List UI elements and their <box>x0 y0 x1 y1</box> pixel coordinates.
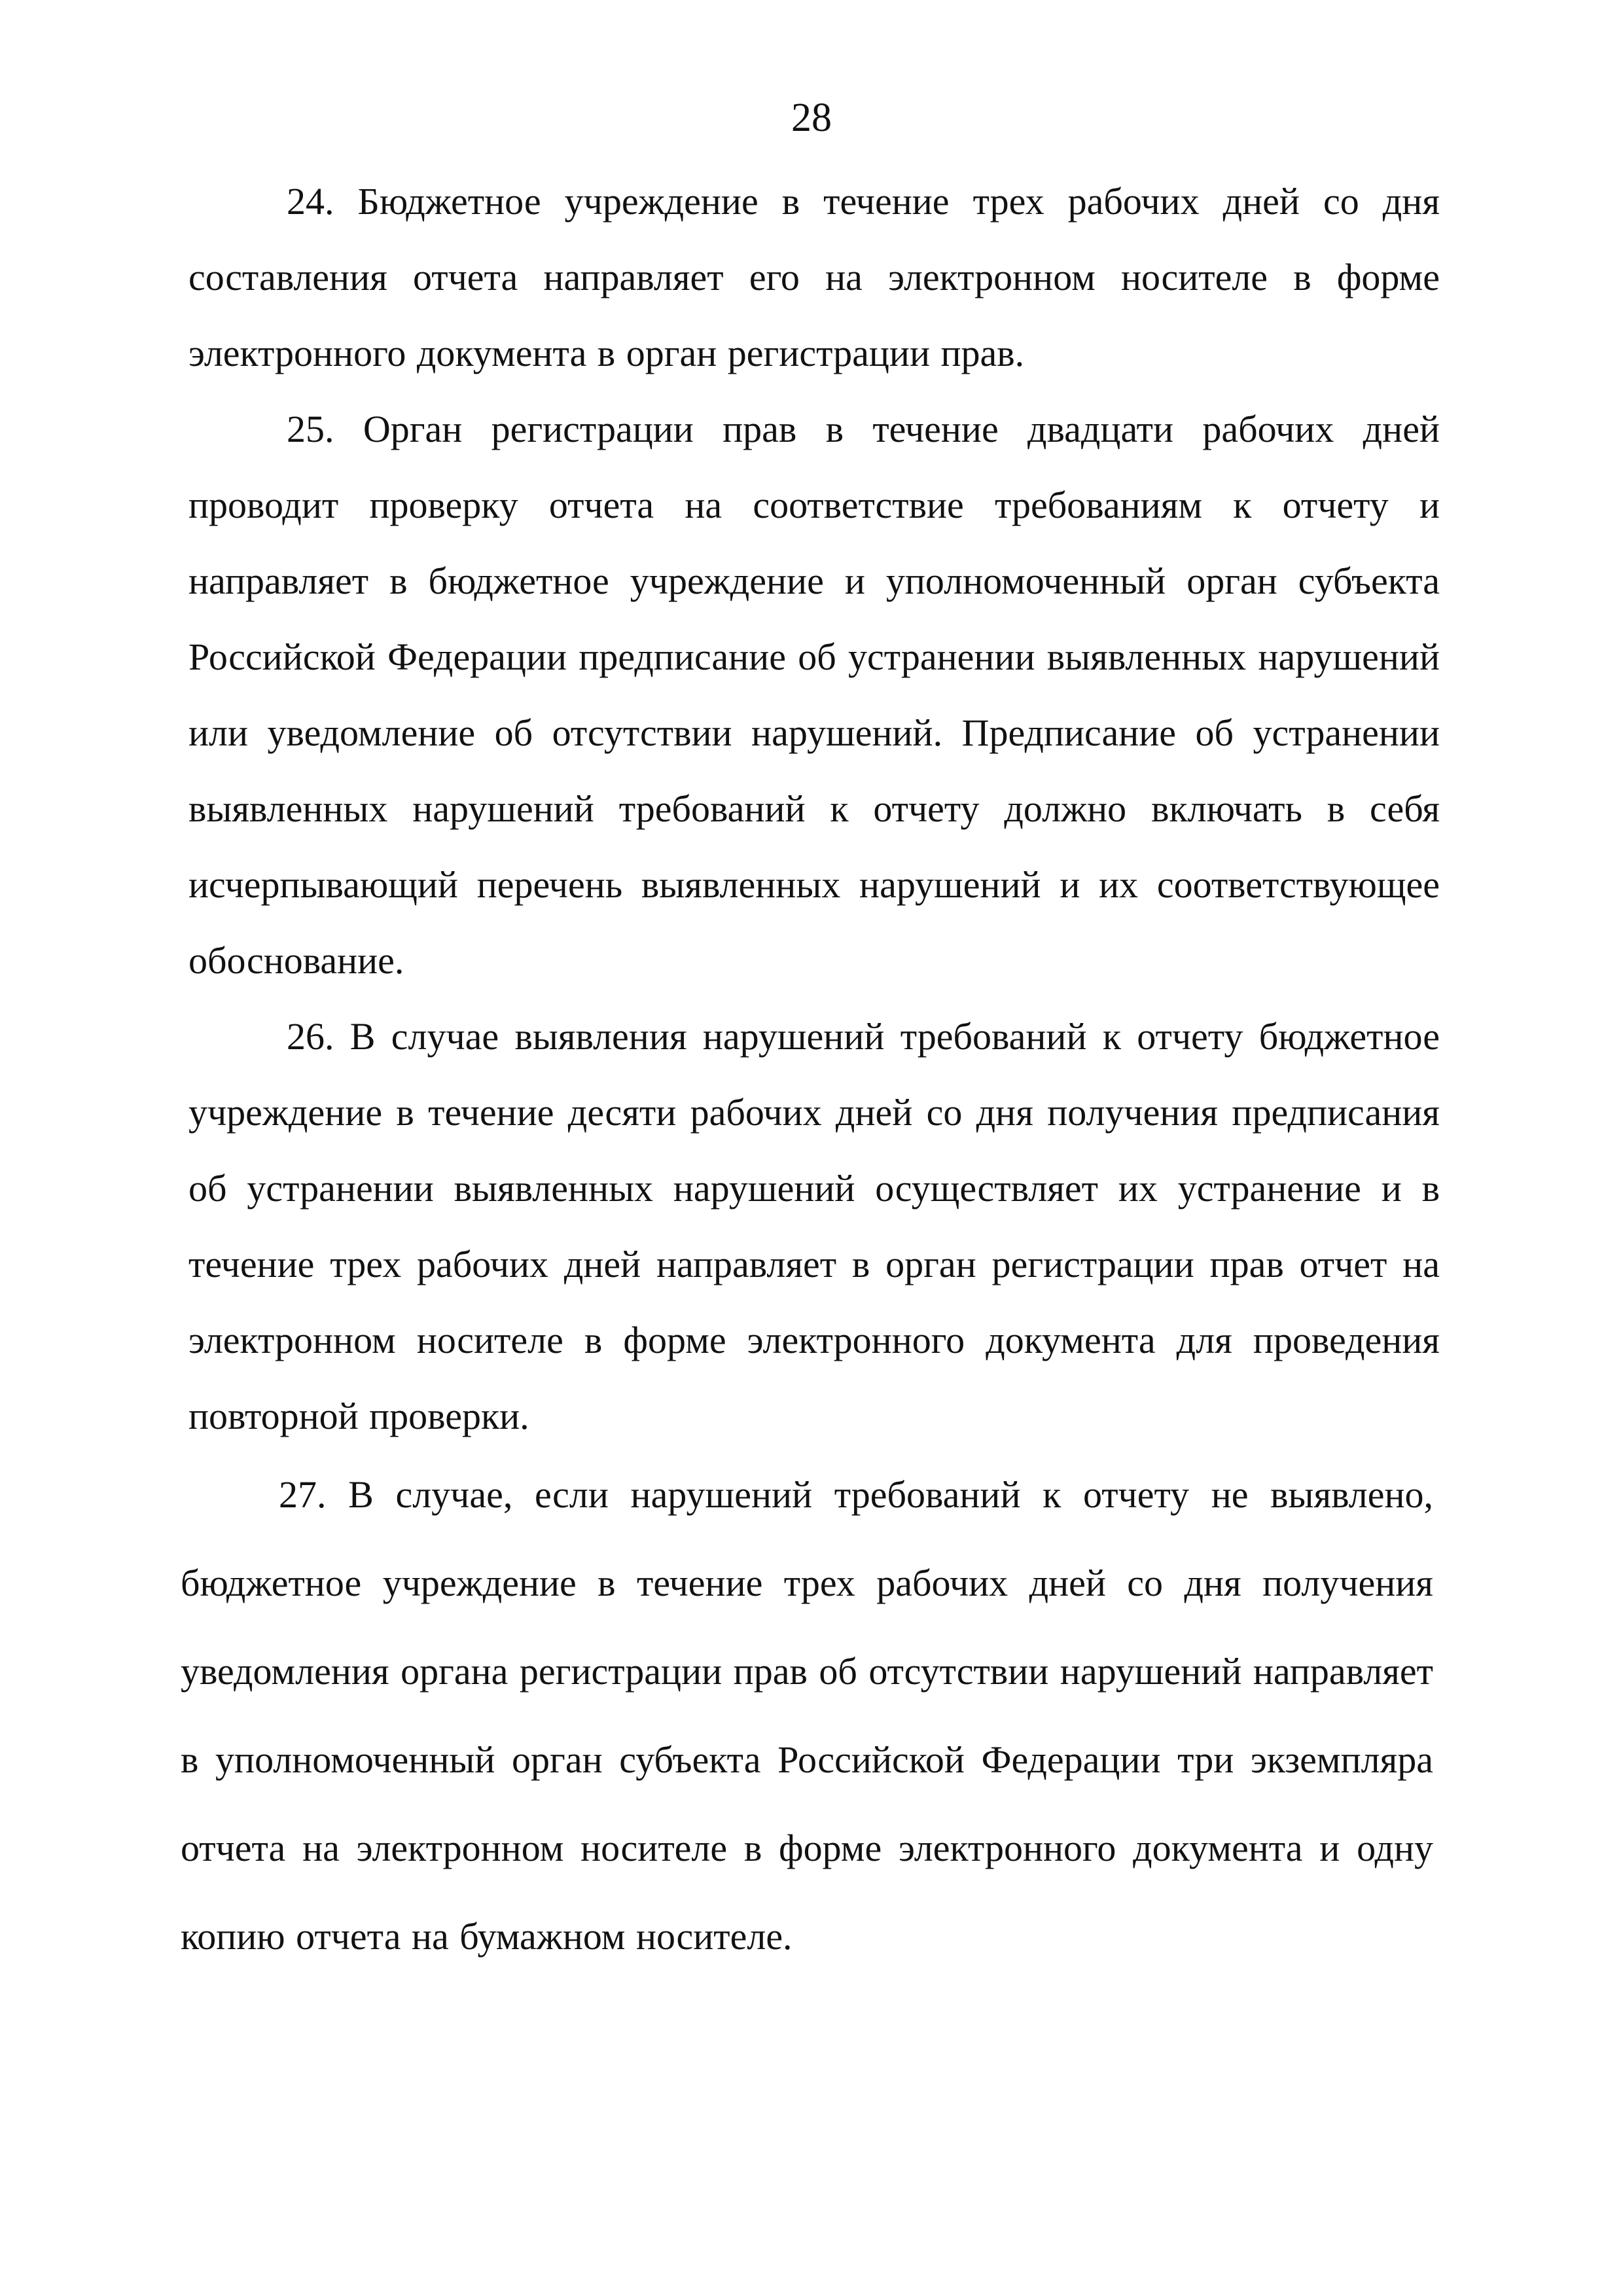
paragraph-26: 26. В случае выявления нарушений требований к отчету бюджетное учреждение в течение десяти рабочих дней со дня получения предписания об устранении выявленных нарушений осуществляет их устранение и в течение трех рабочих дней направляет в орган регистрации прав отчет на электронном носителе в форме электронного документа для проведения повторной проверки. <box>188 1015 1440 1437</box>
paragraph-25: 25. Орган регистрации прав в течение двадцати рабочих дней проводит проверку отчета на соответствие требованиям к отчету и направляет в бюджетное учреждение и уполномоченный орган субъекта Российской Федерации предписание об устранении выявленных нарушений или уведомление об отсутствии нарушений. Предписание об устранении выявленных нарушений требований к отчету должно включать в себя исчерпывающий перечень выявленных нарушений и их соответствующее обоснование. <box>188 408 1440 982</box>
paragraph-27: 27. В случае, если нарушений требований к отчету не выявлено, бюджетное учреждение в течение трех рабочих дней со дня получения уведомления органа регистрации прав об отсутствии нарушений направляет в уполномоченный орган субъекта Российской Федерации три экземпляра отчета на электронном носителе в форме электронного документа и одну копию отчета на бумажном носителе. <box>181 1473 1433 1958</box>
paragraph-24: 24. Бюджетное учреждение в течение трех рабочих дней со дня составления отчета направляет его на электронном носителе в форме электронного документа в орган регистрации прав. <box>188 180 1440 374</box>
page-number: 28 <box>791 96 832 140</box>
paragraph-27-wrapper <box>181 1450 1433 1981</box>
document-body <box>181 164 1440 1981</box>
